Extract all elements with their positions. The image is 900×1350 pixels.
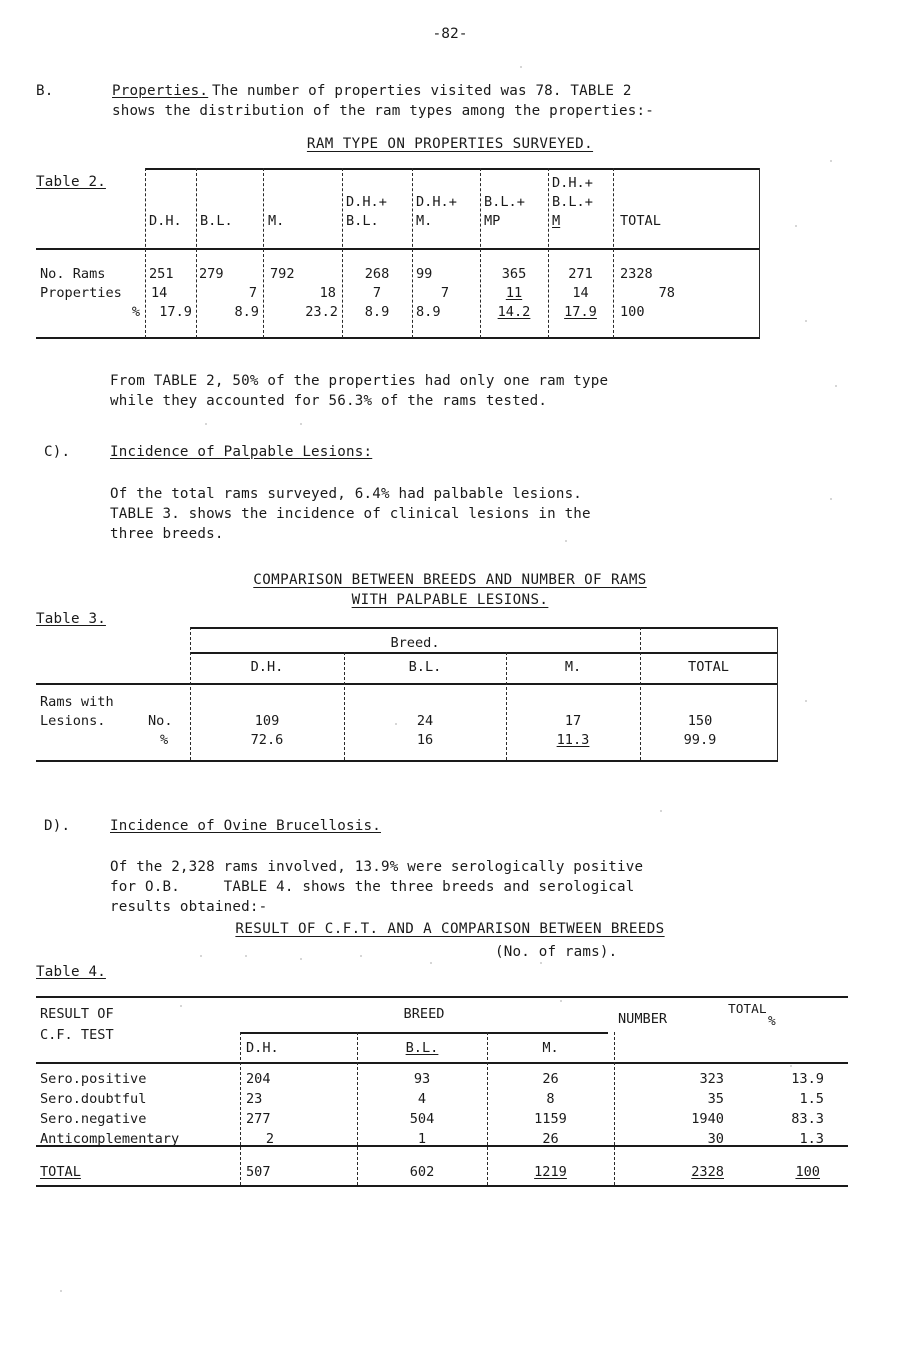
table2-cell-1-7: 78 bbox=[658, 285, 675, 301]
table2-vline-7 bbox=[613, 168, 614, 338]
table2-cell-0-7: 2328 bbox=[620, 266, 653, 282]
section-c-marker: C). bbox=[44, 444, 71, 460]
table3-cell-1-3: 99.9 bbox=[683, 732, 717, 748]
scan-speck bbox=[430, 962, 432, 964]
table2-cell-2-1: 8.9 bbox=[234, 304, 259, 320]
table2-caption-text: RAM TYPE ON PROPERTIES SURVEYED. bbox=[306, 136, 594, 152]
table4-total-row-number: 2328 bbox=[691, 1164, 724, 1180]
table4-breed-col-2-label: M. bbox=[542, 1040, 559, 1056]
table2-caption bbox=[0, 136, 900, 152]
table4-label: Table 4. bbox=[36, 964, 106, 980]
table2-col-0-label: D.H. bbox=[149, 213, 182, 229]
table2-cell-1-5: 11 bbox=[505, 285, 523, 301]
table2-cell-2-7: 100 bbox=[620, 304, 645, 320]
table4-cell-3-bl: 1 bbox=[417, 1131, 427, 1147]
table3-vline-right bbox=[777, 627, 778, 760]
table4-vline-0 bbox=[240, 1032, 241, 1185]
table4-cell-1-total-pct: 1.5 bbox=[799, 1091, 824, 1107]
table4-cell-3-number: 30 bbox=[707, 1131, 724, 1147]
table3-cell-1-1: 16 bbox=[416, 732, 434, 748]
table2-cell-0-6: 271 bbox=[568, 266, 593, 282]
table4-total-row-label: TOTAL bbox=[40, 1164, 81, 1180]
table4-row-3-label: Anticomplementary bbox=[40, 1131, 180, 1147]
table2-col-1-label: B.L. bbox=[200, 213, 233, 229]
table4-stub-header-line1: RESULT OF bbox=[40, 1006, 114, 1022]
table4-cell-2-m: 1159 bbox=[534, 1111, 567, 1127]
table3-caption-line1 bbox=[0, 572, 900, 588]
scan-speck bbox=[805, 700, 807, 702]
scan-speck bbox=[830, 160, 832, 162]
table4-cell-1-number: 35 bbox=[707, 1091, 724, 1107]
section-b-heading: Properties. bbox=[112, 83, 209, 99]
table4-cell-0-number: 323 bbox=[699, 1071, 724, 1087]
table2-col-5-label-line1: B.L.+ bbox=[484, 194, 525, 210]
table2-col-3-label-line2: B.L. bbox=[346, 213, 379, 229]
table3-row-label-line1: Rams with bbox=[40, 694, 114, 710]
table4-bottom-rule bbox=[36, 1185, 848, 1187]
section-c-body-line3: three breeds. bbox=[110, 526, 224, 542]
table4-cell-1-m: 8 bbox=[546, 1091, 555, 1107]
scan-speck bbox=[660, 810, 662, 812]
table4-caption-line1-text: RESULT OF C.F.T. AND A COMPARISON BETWEEN BREEDS bbox=[235, 921, 665, 937]
table4-row-0-label: Sero.positive bbox=[40, 1071, 147, 1087]
table2-col-7-label: TOTAL bbox=[620, 213, 661, 229]
section-d-heading: Incidence of Ovine Brucellosis. bbox=[110, 818, 381, 834]
table3-bottom-rule bbox=[36, 760, 778, 762]
table2-cell-0-3: 268 bbox=[364, 266, 390, 282]
table2-row-1-label: Properties bbox=[40, 285, 122, 301]
table3-cell-0-0: 109 bbox=[254, 713, 280, 729]
table4-cell-1-dh: 23 bbox=[246, 1091, 263, 1107]
table2-cell-1-3: 7 bbox=[372, 285, 382, 301]
table3-col-0-label: D.H. bbox=[250, 659, 284, 675]
scan-speck bbox=[805, 320, 807, 322]
section-d-marker: D). bbox=[44, 818, 71, 834]
scan-speck bbox=[180, 1005, 182, 1007]
table3-header-rule bbox=[36, 683, 778, 685]
section-d-body-line2: for O.B. TABLE 4. shows the three breeds and serological bbox=[110, 879, 635, 895]
table2-col-4-label-line2: M. bbox=[416, 213, 433, 229]
table4-total-row-bl: 602 bbox=[409, 1164, 435, 1180]
table4-total-header-line1: TOTAL bbox=[728, 1002, 767, 1017]
table4-caption-line1 bbox=[0, 921, 900, 937]
table2-cell-0-2: 792 bbox=[270, 266, 295, 282]
table3-caption-line1-text: COMPARISON BETWEEN BREEDS AND NUMBER OF RAMS bbox=[253, 572, 647, 588]
table3-cell-0-1: 24 bbox=[416, 713, 434, 729]
table2-cell-2-5: 14.2 bbox=[497, 304, 531, 320]
table4-stub-header-line2: C.F. TEST bbox=[40, 1027, 114, 1043]
table4-total-row-dh: 507 bbox=[246, 1164, 271, 1180]
table4-row-2-label: Sero.negative bbox=[40, 1111, 147, 1127]
table3-row-label-line2: Lesions. bbox=[40, 713, 106, 729]
table2-cell-2-6: 17.9 bbox=[564, 304, 597, 320]
table4-total-row-m: 1219 bbox=[534, 1164, 567, 1180]
table4-breed-col-1-label: B.L. bbox=[405, 1040, 439, 1056]
table4-breed-col-0-label: D.H. bbox=[246, 1040, 279, 1056]
table3-col-1-label: B.L. bbox=[408, 659, 442, 675]
table2-cell-0-4: 99 bbox=[416, 266, 433, 282]
table2-cell-2-4: 8.9 bbox=[416, 304, 441, 320]
scan-speck bbox=[520, 66, 522, 68]
table3-caption-line2-text: WITH PALPABLE LESIONS. bbox=[351, 592, 549, 608]
table3-col-2-label: M. bbox=[564, 659, 582, 675]
table4-cell-3-total-pct: 1.3 bbox=[799, 1131, 824, 1147]
table2-cell-2-3: 8.9 bbox=[364, 304, 390, 320]
scan-speck bbox=[205, 423, 207, 425]
table2-cell-2-0: 17.9 bbox=[159, 304, 192, 320]
table4-group-header: BREED bbox=[403, 1006, 445, 1022]
section-d-body-line3: results obtained:- bbox=[110, 899, 268, 915]
table4-header-rule bbox=[36, 1062, 848, 1064]
table4-cell-0-bl: 93 bbox=[413, 1071, 431, 1087]
table3-label: Table 3. bbox=[36, 611, 106, 627]
table2-vline-4 bbox=[412, 168, 413, 338]
table3-cell-1-2: 11.3 bbox=[556, 732, 590, 748]
table2-cell-1-4: 7 bbox=[440, 285, 450, 301]
table4-total-row-total-pct: 100 bbox=[795, 1164, 820, 1180]
section-c-body-line1: Of the total rams surveyed, 6.4% had palbable lesions. bbox=[110, 486, 583, 502]
table4-total-header-line2: % bbox=[768, 1014, 776, 1029]
para-after-table2-line1: From TABLE 2, 50% of the properties had only one ram type bbox=[110, 373, 609, 389]
table4-cell-3-dh: 2 bbox=[265, 1131, 275, 1147]
table2-col-4-label-line1: D.H.+ bbox=[416, 194, 457, 210]
table2-cell-2-2: 23.2 bbox=[305, 304, 338, 320]
scan-speck bbox=[565, 540, 567, 542]
scan-speck bbox=[560, 1000, 562, 1002]
table3-cell-0-3: 150 bbox=[687, 713, 713, 729]
table4-top-rule bbox=[36, 996, 848, 998]
table2-cell-0-1: 279 bbox=[199, 266, 224, 282]
scan-speck bbox=[835, 385, 837, 387]
table4-cell-2-number: 1940 bbox=[691, 1111, 724, 1127]
scan-speck bbox=[360, 955, 362, 957]
section-d-body-line1: Of the 2,328 rams involved, 13.9% were serologically positive bbox=[110, 859, 644, 875]
scan-speck bbox=[795, 225, 797, 227]
table4-cell-3-m: 26 bbox=[542, 1131, 559, 1147]
table4-number-header: NUMBER bbox=[618, 1011, 668, 1027]
page-number: -82- bbox=[432, 26, 468, 42]
para-after-table2-line2: while they accounted for 56.3% of the rams tested. bbox=[110, 393, 548, 409]
section-b-body-line1: The number of properties visited was 78. TABLE 2 bbox=[212, 83, 632, 99]
table4-cell-2-total-pct: 83.3 bbox=[791, 1111, 824, 1127]
table2-col-2-label: M. bbox=[268, 213, 285, 229]
table2-cell-0-0: 251 bbox=[149, 266, 174, 282]
table3-col-3-label: TOTAL bbox=[688, 659, 729, 675]
table2-col-3-label-line1: D.H.+ bbox=[346, 194, 387, 210]
table4-row-1-label: Sero.doubtful bbox=[40, 1091, 147, 1107]
table2-cell-1-6: 14 bbox=[572, 285, 589, 301]
table4-cell-1-bl: 4 bbox=[417, 1091, 427, 1107]
scan-speck bbox=[200, 955, 202, 957]
section-c-heading: Incidence of Palpable Lesions: bbox=[110, 444, 373, 460]
scan-speck bbox=[830, 498, 832, 500]
table2-col-5-label-line2: MP bbox=[484, 213, 501, 229]
table2-cell-0-5: 365 bbox=[501, 266, 527, 282]
table4-cell-0-total-pct: 13.9 bbox=[791, 1071, 824, 1087]
table3-row-0-sublabel: No. bbox=[148, 713, 173, 729]
table2-row-2-label: % bbox=[131, 304, 140, 320]
scan-speck bbox=[790, 1065, 792, 1067]
table3-caption-line2 bbox=[0, 592, 900, 608]
table3-row-1-sublabel: % bbox=[160, 732, 169, 748]
table4-cell-0-dh: 204 bbox=[246, 1071, 271, 1087]
table4-caption-line2: (No. of rams). bbox=[495, 944, 618, 960]
scan-speck bbox=[245, 955, 247, 957]
table2-cell-1-1: 7 bbox=[248, 285, 257, 301]
table2-cell-1-2: 18 bbox=[319, 285, 336, 301]
table2-top-rule bbox=[145, 168, 760, 170]
table4-breed-rule bbox=[240, 1032, 608, 1034]
section-b-marker: B. bbox=[36, 83, 54, 99]
table4-cell-0-m: 26 bbox=[542, 1071, 559, 1087]
table3-cell-1-0: 72.6 bbox=[250, 732, 284, 748]
table3-group-header: Breed. bbox=[390, 635, 440, 651]
table2-col-6-label-line3: M bbox=[552, 213, 561, 229]
table2-cell-1-0: 14 bbox=[151, 285, 168, 301]
table4-cell-2-bl: 504 bbox=[409, 1111, 435, 1127]
scan-speck bbox=[300, 958, 302, 960]
scan-speck bbox=[60, 1290, 62, 1292]
scan-speck bbox=[395, 723, 397, 725]
scan-speck bbox=[540, 962, 542, 964]
table2-col-6-label-line2: B.L.+ bbox=[552, 194, 593, 210]
table2-row-0-label: No. Rams bbox=[40, 266, 106, 282]
table3-cell-0-2: 17 bbox=[564, 713, 582, 729]
table2-label: Table 2. bbox=[36, 174, 106, 190]
section-c-body-line2: TABLE 3. shows the incidence of clinical lesions in the bbox=[110, 506, 591, 522]
table2-col-6-label-line1: D.H.+ bbox=[552, 175, 593, 191]
table3-top-rule bbox=[190, 627, 778, 629]
table4-cell-2-dh: 277 bbox=[246, 1111, 271, 1127]
table2-vline-right bbox=[759, 168, 760, 338]
scan-speck bbox=[300, 423, 302, 425]
section-b-body-line2: shows the distribution of the ram types among the properties:- bbox=[112, 103, 654, 119]
